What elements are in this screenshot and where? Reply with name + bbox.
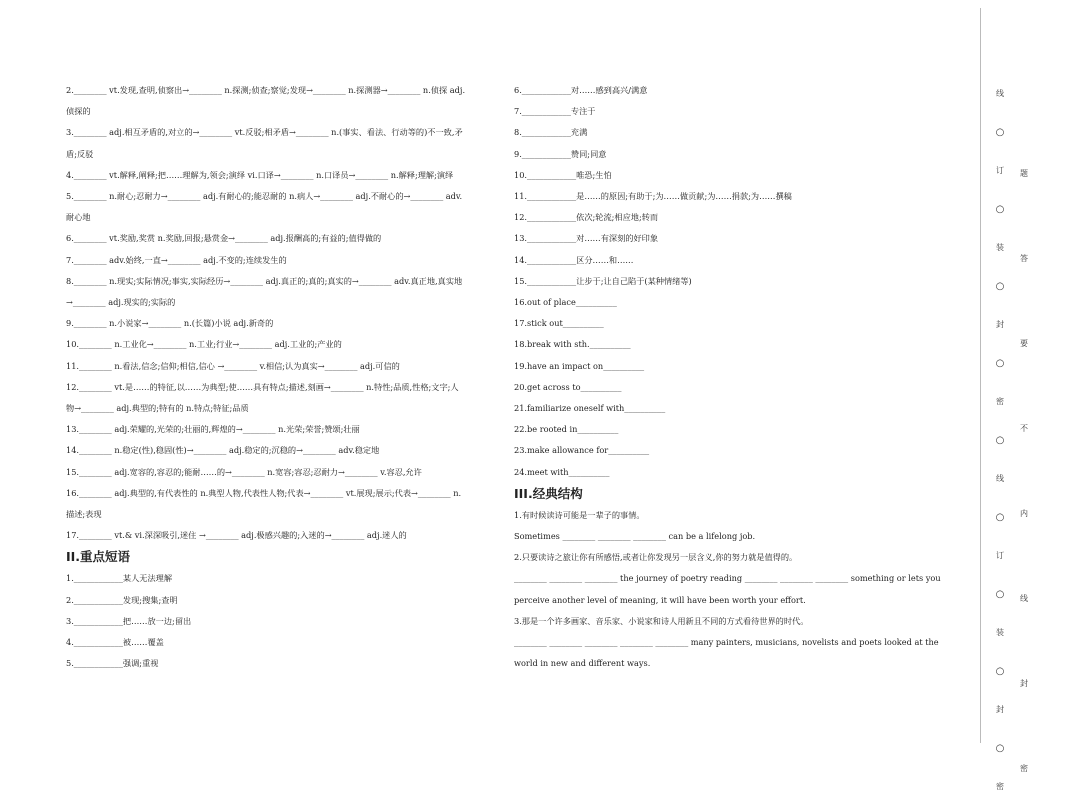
vocab-line: 物→________ adj.典型的;特有的 n.特点;特征;品质 — [66, 403, 249, 414]
binding-char: 线 — [996, 89, 1004, 98]
vocab-line: 3.________ adj.相互矛盾的,对立的→________ vt.反驳;相矛盾→________ n.(事实、看法、行动等的)不一致,矛 — [66, 127, 463, 138]
phrase-line: 23.make allowance for__________ — [514, 445, 650, 456]
binding-char: 装 — [996, 628, 1004, 637]
vocab-line: 14.________ n.稳定(性),稳固(性)→________ adj.稳定的;沉稳的→________ adv.稳定地 — [66, 445, 380, 456]
binding-char: 线 — [996, 474, 1004, 483]
vocab-line: 描述;表现 — [66, 509, 102, 520]
vocab-line: 盾;反驳 — [66, 148, 94, 159]
binding-circle: ○ — [995, 280, 1005, 292]
binding-circle: ○ — [995, 434, 1005, 446]
structure-line: ________ ________ ________ ________ ________ many painters, musicians, novelists and poets looked at the — [514, 637, 939, 648]
phrase-line: 17.stick out__________ — [514, 318, 604, 329]
structure-line: world in new and different ways. — [514, 658, 651, 669]
vocab-line: 11.________ n.看法,信念;信仰;相信,信心 →________ v.相信;认为真实→________ adj.可信的 — [66, 360, 400, 371]
phrase-line: 1.____________某人无法理解 — [66, 573, 173, 584]
structure-line: Sometimes ________ ________ ________ can be a lifelong job. — [514, 531, 756, 542]
binding-circle: ○ — [995, 357, 1005, 369]
vocab-line: 13.________ adj.荣耀的,光荣的;壮丽的,辉煌的→________ n.光荣;荣誉;赞颂;壮丽 — [66, 424, 360, 435]
vocab-line: 10.________ n.工业化→________ n.工业;行业→________ adj.工业的;产业的 — [66, 339, 342, 350]
binding-circle: ○ — [995, 588, 1005, 600]
phrase-line: 20.get across to__________ — [514, 381, 622, 392]
binding-warning-char: 不 — [1020, 424, 1028, 433]
binding-warning-char: 要 — [1020, 339, 1028, 348]
phrase-line: 19.have an impact on__________ — [514, 360, 645, 371]
phrase-line: 4.____________被……覆盖 — [66, 637, 164, 648]
phrase-line: 18.break with sth.__________ — [514, 339, 631, 350]
phrase-line: 16.out of place__________ — [514, 297, 617, 308]
vocab-line: 2.________ vt.发现,查明,侦察出→________ n.探测;侦查;察觉;发现→________ n.探测器→________ n.侦探 adj. — [66, 85, 466, 95]
binding-circle: ○ — [995, 203, 1005, 215]
vocab-line: 12.________ vt.是……的特征,以……为典型;使……具有特点;描述,刻画→________ n.特性;品质,性格;文字;人 — [66, 381, 459, 392]
vocab-line: 4.________ vt.解释,阐释;把……理解为,领会;演绎 vi.口译→________ n.口译员→________ n.解释;理解;演绎 — [66, 169, 454, 180]
binding-warning-char: 题 — [1020, 169, 1028, 178]
binding-circle: ○ — [995, 511, 1005, 523]
phrase-line: 11.____________是……的原因;有助于;为……做贡献;为……捐款;为……撰稿 — [514, 191, 792, 202]
section-heading: III.经典结构 — [514, 485, 583, 501]
binding-char: 密 — [996, 397, 1004, 406]
binding-char: 封 — [996, 705, 1004, 714]
vocab-line: 5.________ n.耐心;忍耐力→________ adj.有耐心的;能忍耐的 n.病人→________ adj.不耐心的→________ adv. — [66, 191, 463, 202]
phrase-line: 13.____________对……有深刻的好印象 — [514, 233, 659, 244]
phrase-line: 12.____________依次;轮流;相应地;转而 — [514, 212, 659, 223]
vocab-line: 6.________ vt.奖励,奖赏 n.奖励,回报;悬赏金→________ adj.报酬高的;有益的;值得做的 — [66, 233, 382, 244]
phrase-line: 22.be rooted in__________ — [514, 424, 619, 435]
structure-line: 2.只要读诗之旅让你有所感悟,或者让你发现另一层含义,你的努力就是值得的。 — [514, 552, 798, 563]
binding-warning-char: 封 — [1020, 679, 1028, 688]
binding-char: 订 — [996, 551, 1004, 560]
left-column — [66, 80, 494, 674]
vocab-line: 17.________ vt.& vi.深深吸引,迷住 →________ adj.极感兴趣的;入迷的→________ adj.迷人的 — [66, 530, 407, 541]
phrase-line: 10.____________唯恐;生怕 — [514, 169, 612, 180]
phrase-line: 9.____________赞同;同意 — [514, 148, 607, 159]
phrase-line: 6.____________对……感到高兴/满意 — [514, 85, 648, 95]
phrase-line: 8.____________充满 — [514, 127, 588, 138]
phrase-line: 21.familiarize oneself with__________ — [514, 403, 666, 414]
right-column — [514, 80, 944, 674]
vocab-line: 8.________ n.现实;实际情况;事实,实际经历→________ adj.真正的;真的;真实的→________ adv.真正地,真实地 — [66, 275, 463, 286]
structure-line: perceive another level of meaning, it will have been worth your effort. — [514, 594, 806, 605]
phrase-line: 7.____________专注于 — [514, 106, 596, 117]
phrase-line: 24.meet with__________ — [514, 466, 610, 477]
binding-char: 装 — [996, 243, 1004, 252]
vocab-line: 9.________ n.小说家→________ n.(长篇)小说 adj.新奇的 — [66, 318, 274, 329]
binding-circle: ○ — [995, 665, 1005, 677]
binding-circle: ○ — [995, 126, 1005, 138]
phrase-line: 14.____________区分……和…… — [514, 254, 634, 265]
vocab-line: 15.________ adj.宽容的,容忍的;能耐……的→________ n.宽容;容忍;忍耐力→________ v.容忍,允许 — [66, 466, 422, 477]
phrase-line: 15.____________让步于;让自己陷于(某种情绪等) — [514, 275, 692, 286]
binding-char: 封 — [996, 320, 1004, 329]
binding-warning-char: 密 — [1020, 764, 1028, 773]
binding-warning-char: 内 — [1020, 509, 1028, 518]
binding-line — [980, 8, 981, 743]
vocab-line: 16.________ adj.典型的,有代表性的 n.典型人物,代表性人物;代表→________ vt.展现;展示;代表→________ n. — [66, 487, 462, 498]
structure-line: ________ ________ ________ the journey of poetry reading ________ ________ ________ something or lets you — [514, 573, 941, 584]
structure-line: 1.有时候读诗可能是一辈子的事情。 — [514, 509, 645, 520]
vocab-line: 7.________ adv.始终,一直→________ adj.不变的;连续发生的 — [66, 254, 287, 265]
structure-line: 3.那是一个许多画家、音乐家、小说家和诗人用新且不同的方式看待世界的时代。 — [514, 615, 809, 626]
binding-char: 密 — [996, 782, 1004, 791]
binding-warning-char: 答 — [1020, 254, 1028, 263]
binding-char: 订 — [996, 166, 1004, 175]
binding-circle: ○ — [995, 742, 1005, 754]
phrase-line: 5.____________强调;重视 — [66, 658, 159, 669]
vocab-line: 侦探的 — [66, 106, 91, 117]
phrase-line: 2.____________发现;搜集;查明 — [66, 594, 178, 605]
section-heading: II.重点短语 — [66, 549, 131, 565]
vocab-line: →________ adj.现实的;实际的 — [66, 297, 176, 308]
vocab-line: 耐心地 — [66, 212, 91, 223]
phrase-line: 3.____________把……放一边;留出 — [66, 615, 192, 626]
binding-warning-char: 线 — [1020, 594, 1028, 603]
